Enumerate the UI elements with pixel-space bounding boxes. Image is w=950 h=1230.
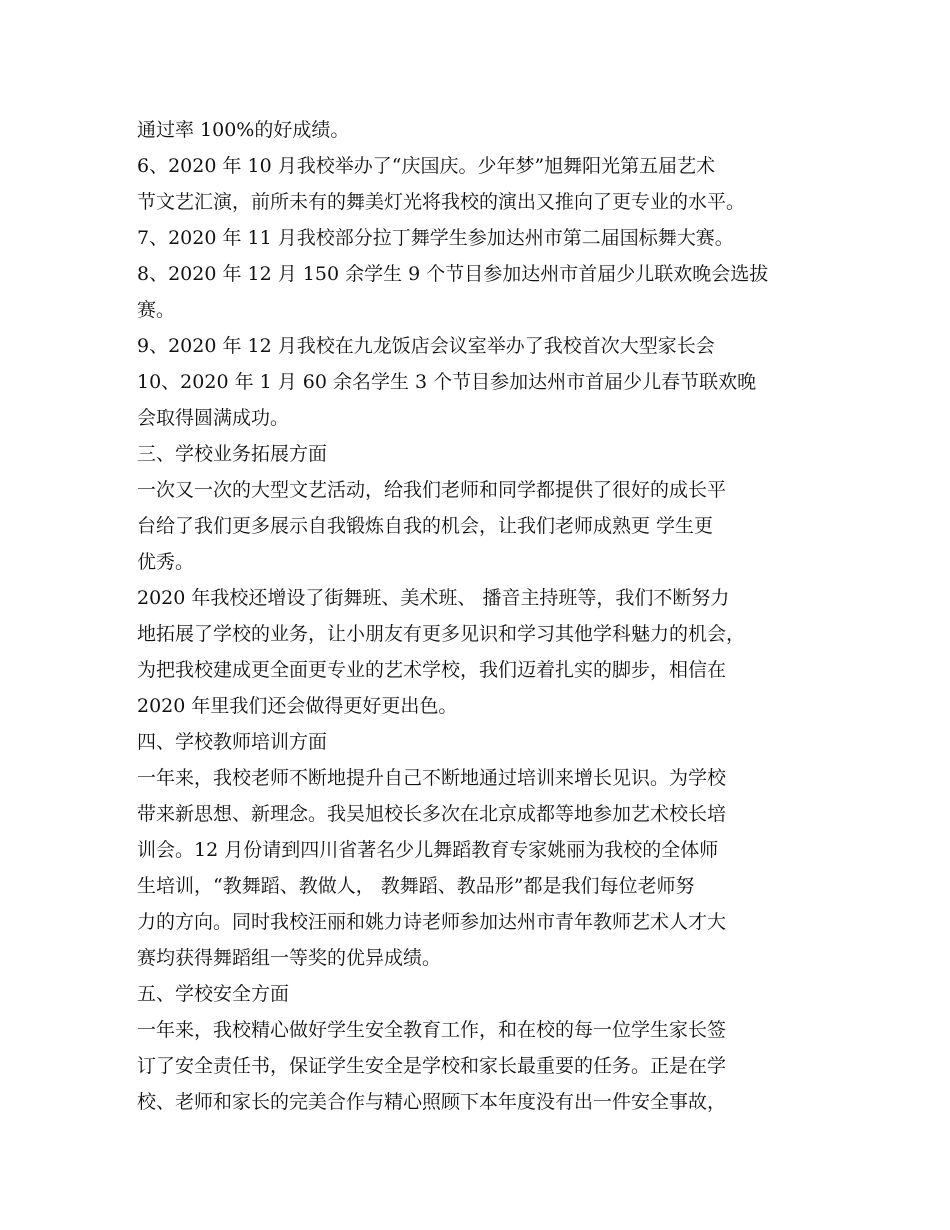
text-line: 校、老师和家长的完美合作与精心照顾下本年度没有出一件安全事故， [137,1091,727,1113]
section-heading-5: 五、学校安全方面 [137,983,290,1005]
list-item-6: 6、2020 年 10 月我校举办了“庆国庆。少年梦”旭舞阳光第五届艺术 [137,155,716,177]
text-line: 地拓展了学校的业务，让小朋友有更多见识和学习其他学科魅力的机会， [137,623,746,645]
text-line: 赛均获得舞蹈组一等奖的优异成绩。 [137,947,442,969]
text-line: 会取得圆满成功。 [137,407,290,429]
text-line: 通过率 100%的好成绩。 [137,119,350,141]
section-heading-3: 三、学校业务拓展方面 [137,443,328,465]
text-line: 带来新思想、新理念。我吴旭校长多次在北京成都等地参加艺术校长培 [137,803,727,825]
text-line: 台给了我们更多展示自我锻炼自我的机会，让我们老师成熟更 学生更 [137,515,714,537]
text-line: 一年来，我校精心做好学生安全教育工作，和在校的每一位学生家长签 [137,1019,727,1041]
text-line: 生培训，“教舞蹈、教做人， 教舞蹈、教品形”都是我们每位老师努 [137,875,695,897]
text-line: 一年来，我校老师不断地提升自己不断地通过培训来增长见识。为学校 [137,767,727,789]
text-line: 力的方向。同时我校汪丽和姚力诗老师参加达州市青年教师艺术人才大 [137,911,727,933]
text-line: 训会。12 月份请到四川省著名少儿舞蹈教育专家姚丽为我校的全体师 [137,839,719,861]
text-line: 2020 年里我们还会做得更好更出色。 [137,695,458,717]
text-line: 优秀。 [137,551,195,573]
text-line: 订了安全责任书，保证学生安全是学校和家长最重要的任务。正是在学 [137,1055,727,1077]
section-heading-4: 四、学校教师培训方面 [137,731,328,753]
list-item-9: 9、2020 年 12 月我校在九龙饭店会议室举办了我校首次大型家长会 [137,335,715,357]
list-item-7: 7、2020 年 11 月我校部分拉丁舞学生参加达州市第二届国标舞大赛。 [137,227,734,249]
text-line: 赛。 [137,299,176,321]
document-body [137,112,817,1120]
list-item-8: 8、2020 年 12 月 150 余学生 9 个节目参加达州市首届少儿联欢晚会选拔 [137,263,769,285]
list-item-10: 10、2020 年 1 月 60 余名学生 3 个节目参加达州市首届少儿春节联欢晚 [137,371,757,393]
text-line: 为把我校建成更全面更专业的艺术学校，我们迈着扎实的脚步，相信在 [137,659,727,681]
text-line: 2020 年我校还增设了街舞班、美术班、 播音主持班等，我们不断努力 [137,587,730,609]
text-line: 一次又一次的大型文艺活动，给我们老师和同学都提供了很好的成长平 [137,479,727,501]
text-line: 节文艺汇演，前所未有的舞美灯光将我校的演出又推向了更专业的水平。 [137,191,746,213]
